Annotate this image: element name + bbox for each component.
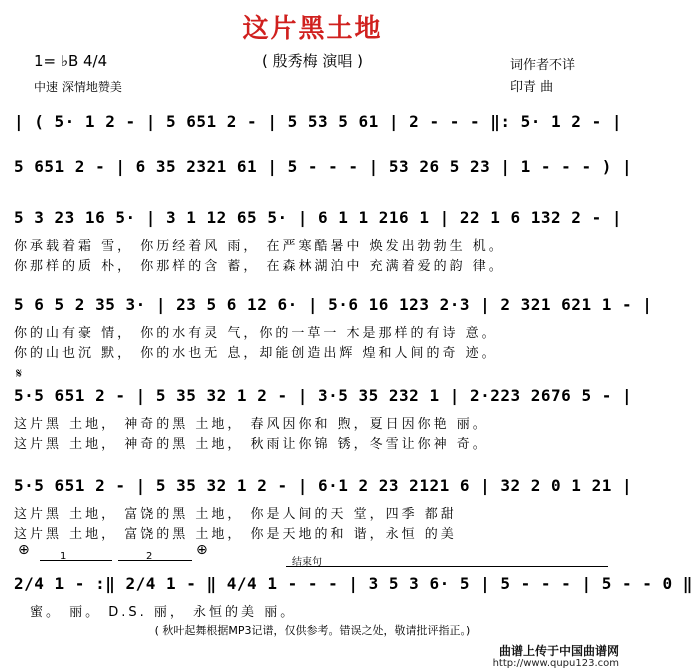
tempo-marking: 中速 深情地赞美	[34, 80, 122, 94]
ending-phrase-label: 结束句	[292, 557, 322, 568]
lyricist-credit: 词作者不详	[510, 58, 576, 73]
lyric-line-6b: 这片黑 土地， 富饶的黑 土地， 你是天地的和 谐，永恒 的美	[14, 527, 457, 542]
coda-sign-left: ⊕	[18, 542, 30, 558]
lyric-line-3b: 你那样的质 朴， 你那样的含 蓄， 在森林湖泊中 充满着爱的韵 律。	[14, 259, 505, 274]
first-ending-bracket	[40, 560, 112, 561]
second-ending-number: 2	[146, 551, 153, 562]
first-ending-number: 1	[60, 551, 67, 562]
score-line-2: 5 651 2 - | 6 35 2321 61 | 5 - - - | 53 26 5 23 | 1 - - - ) |	[14, 157, 633, 176]
score-line-1: | ( 5· 1 2 - | 5 651 2 - | 5 53 5 61 | 2 - - - ‖: 5· 1 2 - |	[14, 112, 622, 131]
coda-sign-right: ⊕	[196, 542, 208, 558]
score-line-5: 5·5 651 2 - | 5 35 32 1 2 - | 3·5 35 232 1 | 2·223 2676 5 - |	[14, 386, 633, 405]
ending-phrase-bracket	[286, 566, 608, 567]
second-ending-bracket	[118, 560, 192, 561]
song-title: 这片黑土地	[242, 14, 383, 44]
score-line-4: 5 6 5 2 35 3· | 23 5 6 12 6· | 5·6 16 123 2·3 | 2 321 621 1 - |	[14, 295, 653, 314]
lyric-line-5b: 这片黑 土地， 神奇的黑 土地， 秋雨让你锦 锈，冬雪让你神 奇。	[14, 437, 489, 452]
lyric-line-4b: 你的山也沉 默， 你的水也无 息，却能创造出辉 煌和人间的奇 迹。	[14, 346, 498, 361]
lyric-line-4a: 你的山有豪 情， 你的水有灵 气，你的一草一 木是那样的有诗 意。	[14, 326, 498, 341]
segno-sign: 𝄋	[16, 366, 23, 382]
lyric-line-7: 蜜。 丽。 D.S. 丽， 永恒的美 丽。	[30, 605, 297, 620]
watermark-url: http://www.qupu123.com	[492, 658, 619, 669]
lyric-line-6a: 这片黑 土地， 富饶的黑 土地， 你是人间的天 堂，四季 都甜	[14, 507, 457, 522]
composer-credit: 印青 曲	[510, 80, 554, 95]
key-signature: 1= ♭B 4/4	[34, 52, 108, 70]
lyric-line-3a: 你承载着霜 雪， 你历经着风 雨， 在严寒酷暑中 焕发出勃勃生 机。	[14, 239, 505, 254]
lyric-line-5a: 这片黑 土地， 神奇的黑 土地， 春风因你和 煦，夏日因你艳 丽。	[14, 417, 489, 432]
score-line-7: 2/4 1 - :‖ 2/4 1 - ‖ 4/4 1 - - - | 3 5 3 6· 5 | 5 - - - | 5 - - 0 ‖	[14, 574, 693, 593]
watermark-text: 曲谱上传于中国曲谱网	[498, 644, 619, 658]
transcription-note: ( 秋叶起舞根据MP3记谱，仅供参考。错误之处，敬请批评指正。)	[154, 624, 471, 637]
score-line-3: 5 3 23 16 5· | 3 1 12 65 5· | 6 1 1 216 1 | 22 1 6 132 2 - |	[14, 208, 622, 227]
score-line-6: 5·5 651 2 - | 5 35 32 1 2 - | 6·1 2 23 2121 6 | 32 2 0 1 21 |	[14, 476, 633, 495]
singer-credit: ( 殷秀梅 演唱 )	[261, 52, 363, 70]
